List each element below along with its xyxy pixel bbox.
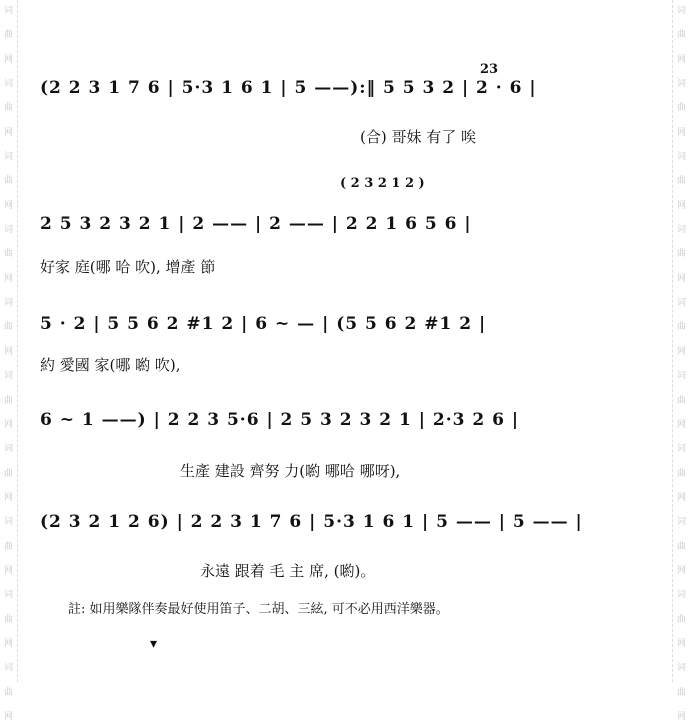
watermark-char: 词 — [676, 152, 686, 163]
watermark-char: 网 — [676, 200, 686, 211]
watermark-char: 曲 — [676, 103, 686, 114]
watermark-char: 词 — [676, 590, 686, 601]
watermark-char: 网 — [676, 127, 686, 138]
watermark-char: 网 — [3, 346, 13, 357]
watermark-char: 曲 — [3, 249, 13, 260]
watermark-left — [0, 0, 18, 722]
watermark-char: 词 — [3, 590, 13, 601]
score-line-1: (2 2 3 1 7 6 | 5·3 1 6 1 | 5 ——):‖ 5 5 3 2 | 2 · 6 | — [40, 78, 537, 98]
watermark-char: 网 — [676, 565, 686, 576]
watermark-char: 词 — [3, 663, 13, 674]
watermark-right — [672, 0, 690, 722]
watermark-char: 曲 — [676, 249, 686, 260]
watermark-char: 网 — [3, 127, 13, 138]
watermark-char: 网 — [3, 638, 13, 649]
watermark-char: 词 — [676, 298, 686, 309]
footnote: 註: 如用樂隊伴奏最好使用笛子、二胡、三絃, 可不必用西洋樂器。 — [68, 602, 449, 617]
watermark-char: 曲 — [676, 468, 686, 479]
score-line-5: (2 3 2 1 2 6) | 2 2 3 1 7 6 | 5·3 1 6 1 | 5 —— | 5 —— | — [40, 512, 583, 532]
watermark-char: 词 — [676, 517, 686, 528]
watermark-char: 词 — [3, 371, 13, 382]
watermark-char: 网 — [676, 419, 686, 430]
watermark-char: 曲 — [676, 30, 686, 41]
watermark-char: 网 — [3, 711, 13, 722]
watermark-char: 词 — [676, 663, 686, 674]
watermark-char: 网 — [3, 54, 13, 65]
small-mark: ▾ — [150, 636, 158, 652]
watermark-char: 词 — [3, 152, 13, 163]
watermark-char: 网 — [3, 200, 13, 211]
watermark-char: 曲 — [676, 541, 686, 552]
lyrics-line-1: (合) 哥妹 有了 唉 — [360, 128, 477, 146]
watermark-char: 曲 — [3, 687, 13, 698]
lyrics-line-3: 約 愛國 家(哪 喲 吹), — [40, 356, 181, 374]
watermark-char: 曲 — [3, 103, 13, 114]
watermark-char: 词 — [676, 371, 686, 382]
watermark-char: 曲 — [3, 176, 13, 187]
watermark-char: 词 — [3, 444, 13, 455]
watermark-char: 曲 — [3, 468, 13, 479]
watermark-char: 曲 — [676, 322, 686, 333]
watermark-char: 词 — [3, 79, 13, 90]
lyrics-line-5: 永遠 跟着 毛 主 席, (喲)。 — [200, 562, 376, 580]
watermark-char: 网 — [3, 419, 13, 430]
watermark-char: 曲 — [3, 30, 13, 41]
watermark-char: 词 — [3, 225, 13, 236]
watermark-char: 曲 — [3, 322, 13, 333]
watermark-char: 词 — [676, 79, 686, 90]
score-line-2: 2 5 3 2 3 2 1 | 2 —— | 2 —— | 2 2 1 6 5 6 | — [40, 214, 472, 234]
watermark-char: 曲 — [3, 541, 13, 552]
watermark-char: 曲 — [676, 614, 686, 625]
watermark-char: 曲 — [3, 395, 13, 406]
watermark-char: 网 — [676, 711, 686, 722]
watermark-char: 曲 — [676, 395, 686, 406]
watermark-char: 词 — [3, 6, 13, 16]
lyrics-line-4: 生產 建設 齊努 力(喲 哪哈 哪呀), — [180, 462, 401, 480]
watermark-char: 曲 — [676, 176, 686, 187]
watermark-char: 网 — [676, 346, 686, 357]
watermark-char: 词 — [676, 444, 686, 455]
grace-notes-2: ( 2 3 2 1 2 ) — [340, 176, 425, 191]
watermark-char: 词 — [676, 225, 686, 236]
watermark-char: 曲 — [3, 614, 13, 625]
score-line-4: 6 ~ 1 ——) | 2 2 3 5·6 | 2 5 3 2 3 2 1 | 2·3 2 6 | — [40, 410, 520, 430]
watermark-char: 词 — [3, 517, 13, 528]
lyrics-line-2: 好家 庭(哪 哈 吹), 增產 節 — [40, 258, 216, 276]
watermark-char: 网 — [676, 492, 686, 503]
watermark-char: 网 — [676, 54, 686, 65]
grace-notes-1: 23 — [480, 62, 499, 77]
watermark-char: 网 — [676, 273, 686, 284]
watermark-char: 词 — [676, 6, 686, 16]
watermark-char: 曲 — [676, 687, 686, 698]
watermark-char: 网 — [3, 273, 13, 284]
watermark-char: 网 — [3, 492, 13, 503]
watermark-char: 网 — [676, 638, 686, 649]
watermark-char: 网 — [3, 565, 13, 576]
score-line-3: 5 · 2 | 5 5 6 2 #1 2 | 6 ~ — | (5 5 6 2 #1 2 | — [40, 314, 487, 334]
watermark-char: 词 — [3, 298, 13, 309]
